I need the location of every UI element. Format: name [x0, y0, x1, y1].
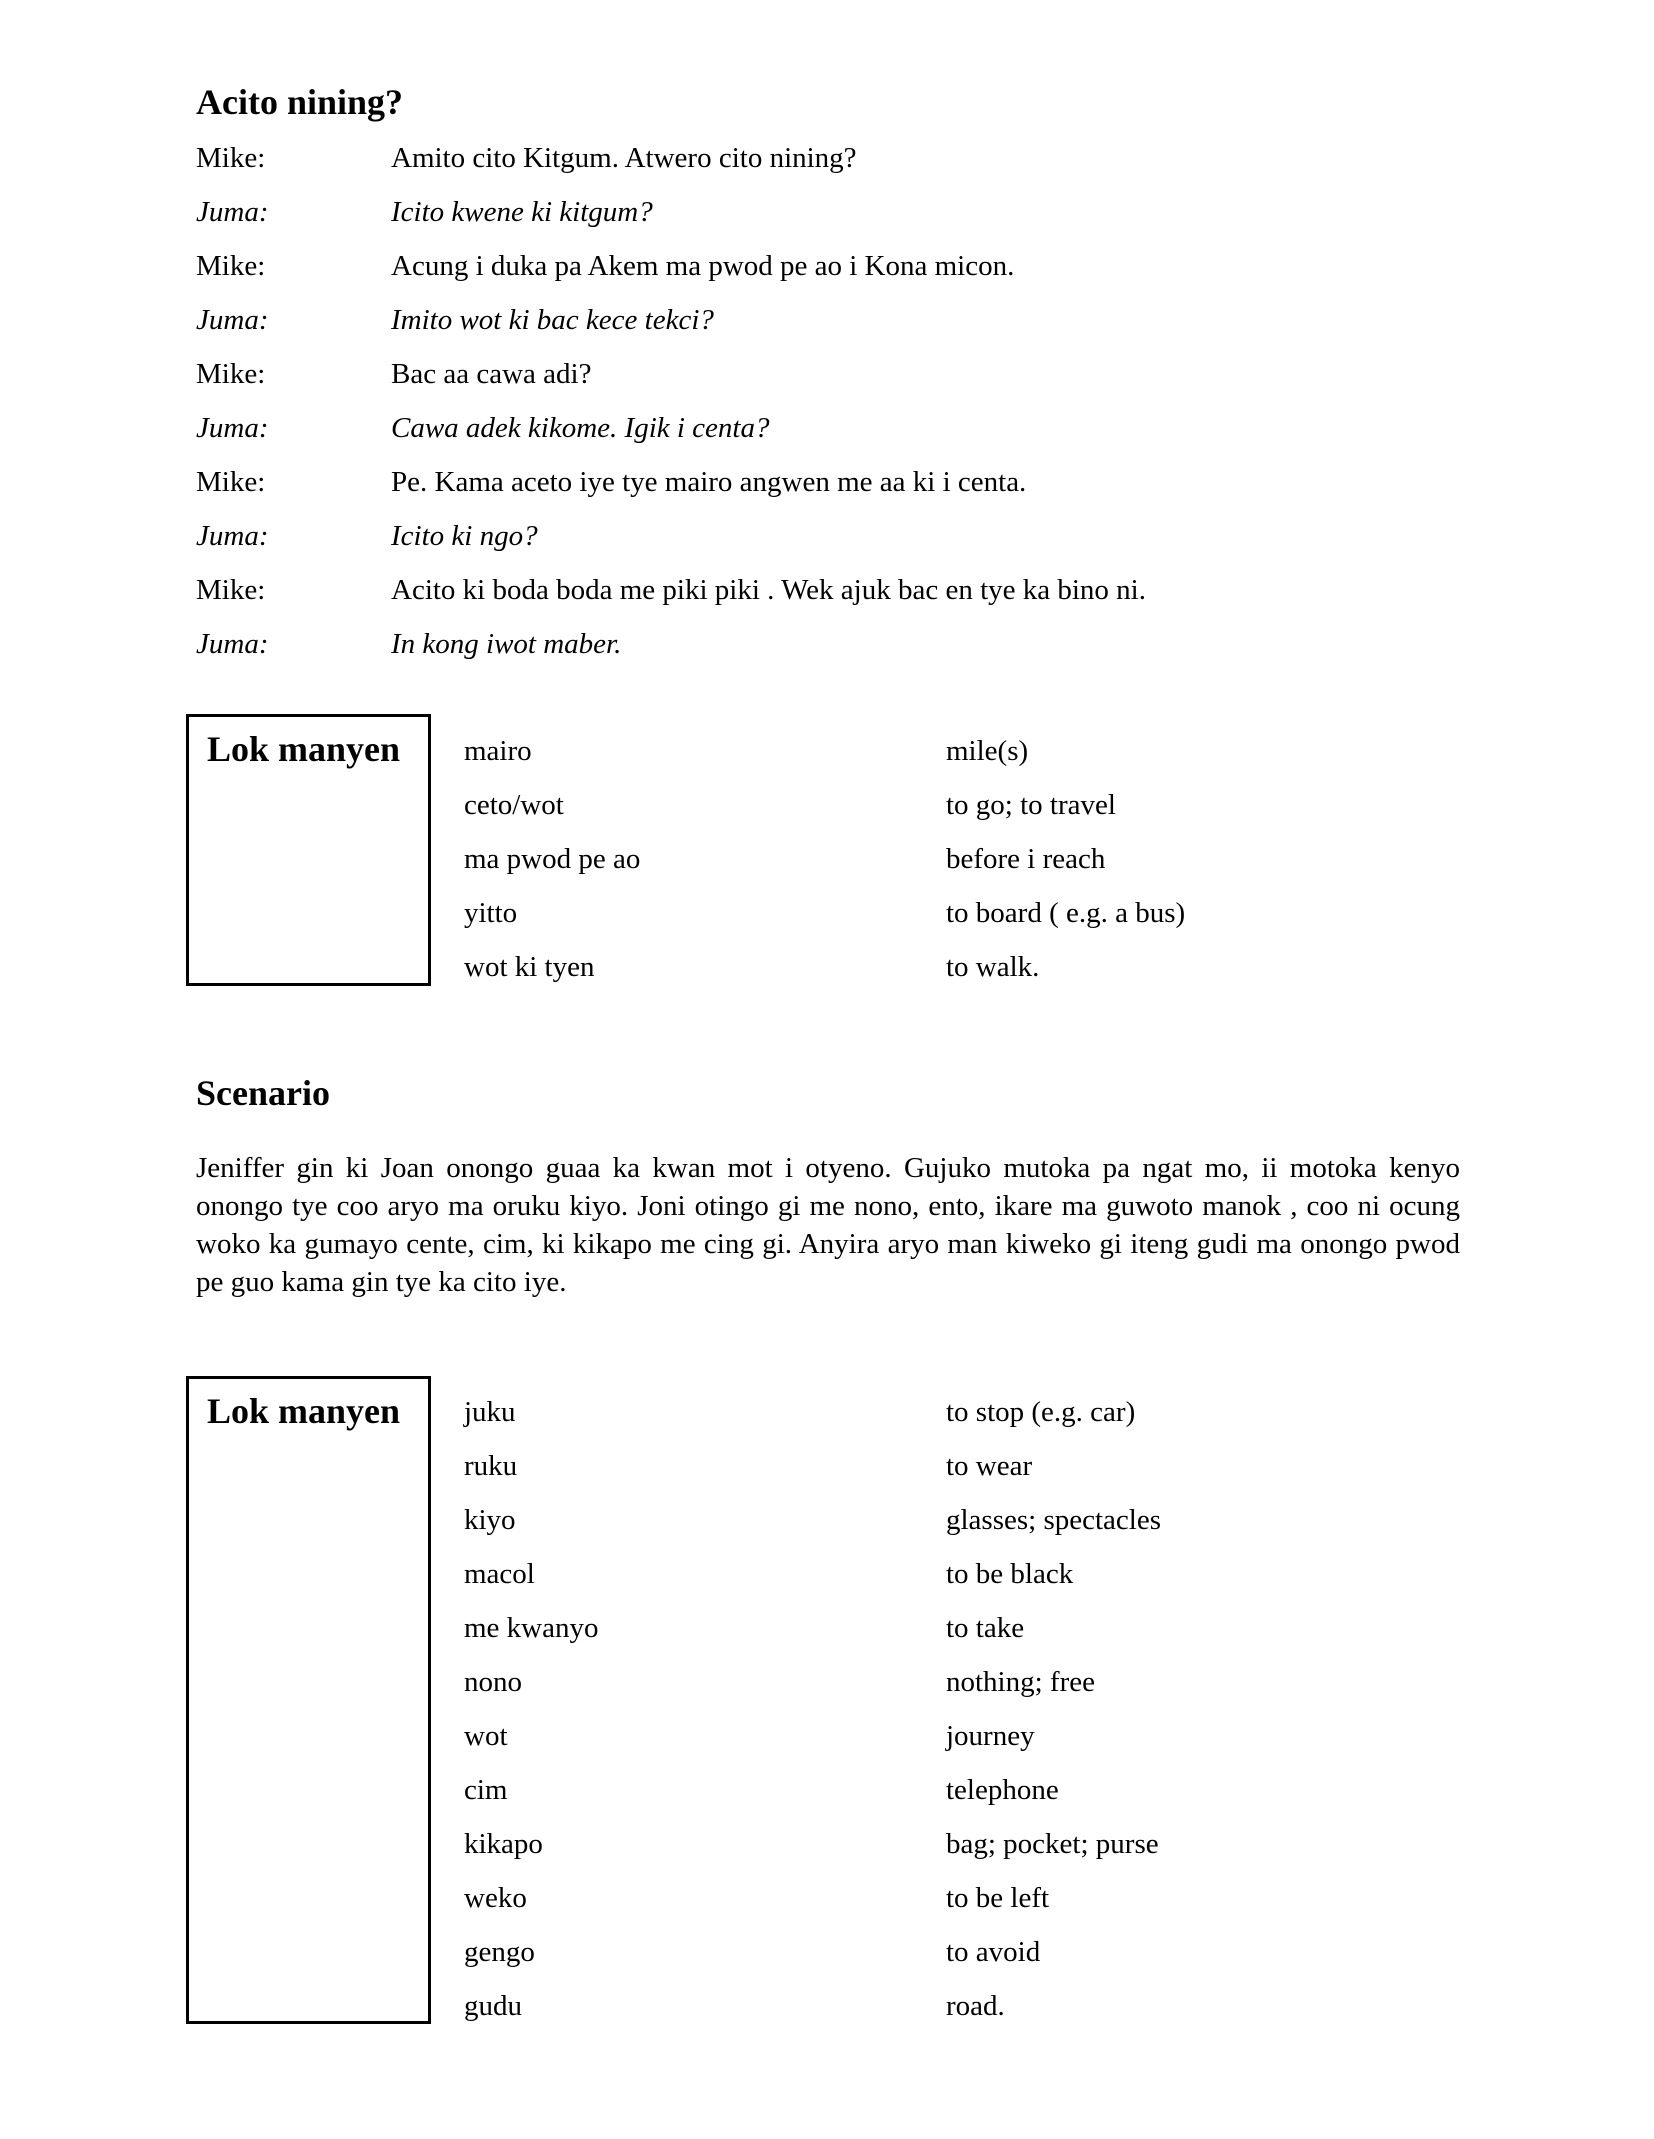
vocab-meaning: to stop (e.g. car)	[946, 1396, 1136, 1428]
vocab-word: kiyo	[464, 1504, 516, 1536]
vocab-meaning: to avoid	[946, 1936, 1041, 1968]
vocab-meaning: to be left	[946, 1882, 1050, 1914]
vocab-word: kikapo	[464, 1828, 543, 1860]
dialogue-title: Acito nining?	[196, 82, 404, 122]
vocab-word: macol	[464, 1558, 535, 1590]
vocab-meaning: nothing; free	[946, 1666, 1095, 1698]
vocab-word: gengo	[464, 1936, 535, 1968]
vocab-word: wot ki tyen	[464, 951, 595, 983]
vocab-word: mairo	[464, 735, 532, 767]
vocab-meaning: road.	[946, 1990, 1005, 2022]
vocab-word: cim	[464, 1774, 508, 1806]
utterance: Imito wot ki bac kece tekci?	[391, 304, 714, 336]
utterance: Icito ki ngo?	[391, 520, 538, 552]
speaker: Mike:	[196, 574, 266, 606]
speaker: Mike:	[196, 250, 266, 282]
vocab-word: ceto/wot	[464, 789, 564, 821]
speaker: Mike:	[196, 466, 266, 498]
vocab-word: weko	[464, 1882, 527, 1914]
speaker: Juma:	[196, 520, 269, 552]
vocab-word: juku	[464, 1396, 516, 1428]
vocab-box-1	[186, 714, 431, 986]
vocab-meaning: to go; to travel	[946, 789, 1116, 821]
vocab-word: ruku	[464, 1450, 518, 1482]
speaker: Juma:	[196, 628, 269, 660]
vocab-meaning: glasses; spectacles	[946, 1504, 1162, 1536]
scenario-paragraph: Jeniffer gin ki Joan onongo guaa ka kwan mot i otyeno. Gujuko mutoka pa ngat mo, ii motoka kenyo onongo tye coo aryo ma oruku kiyo. Joni otingo gi me nono, ento, ikare ma guwoto manok , coo ni ocung woko ka gumayo cente, cim, ki kikapo me cing gi. Anyira aryo man kiweko gi iteng gudi ma onongo pwod pe guo kama gin tye ka cito iye.	[196, 1152, 1460, 1298]
vocab-box-2	[186, 1376, 431, 2024]
vocab-meaning: before i reach	[946, 843, 1106, 875]
vocab-word: yitto	[464, 897, 518, 929]
vocab-word: nono	[464, 1666, 522, 1698]
vocab-meaning: to wear	[946, 1450, 1033, 1482]
speaker: Mike:	[196, 142, 266, 174]
speaker: Juma:	[196, 304, 269, 336]
vocab-box-label: Lok manyen	[207, 1391, 401, 1431]
utterance: Amito cito Kitgum. Atwero cito nining?	[391, 142, 857, 174]
vocab-meaning: mile(s)	[946, 735, 1029, 767]
vocab-word: wot	[464, 1720, 508, 1752]
speaker: Mike:	[196, 358, 266, 390]
utterance: Pe. Kama aceto iye tye mairo angwen me aa ki i centa.	[391, 466, 1027, 498]
vocab-meaning: to board ( e.g. a bus)	[946, 897, 1186, 929]
vocab-meaning: to take	[946, 1612, 1025, 1644]
vocab-meaning: bag; pocket; purse	[946, 1828, 1159, 1860]
speaker: Juma:	[196, 196, 269, 228]
vocab-word: gudu	[464, 1990, 522, 2022]
vocab-meaning: to be black	[946, 1558, 1074, 1590]
utterance: Acung i duka pa Akem ma pwod pe ao i Kona micon.	[391, 250, 1015, 282]
vocab-word: ma pwod pe ao	[464, 843, 641, 875]
speaker: Juma:	[196, 412, 269, 444]
scenario-title: Scenario	[196, 1073, 330, 1113]
vocab-meaning: telephone	[946, 1774, 1059, 1806]
utterance: Bac aa cawa adi?	[391, 358, 592, 390]
vocab-meaning: journey	[946, 1720, 1035, 1752]
vocab-box-label: Lok manyen	[207, 729, 401, 769]
utterance: Cawa adek kikome. Igik i centa?	[391, 412, 770, 444]
vocab-meaning: to walk.	[946, 951, 1040, 983]
utterance: In kong iwot maber.	[391, 628, 622, 660]
vocab-word: me kwanyo	[464, 1612, 599, 1644]
utterance: Icito kwene ki kitgum?	[391, 196, 653, 228]
utterance: Acito ki boda boda me piki piki . Wek ajuk bac en tye ka bino ni.	[391, 574, 1146, 606]
